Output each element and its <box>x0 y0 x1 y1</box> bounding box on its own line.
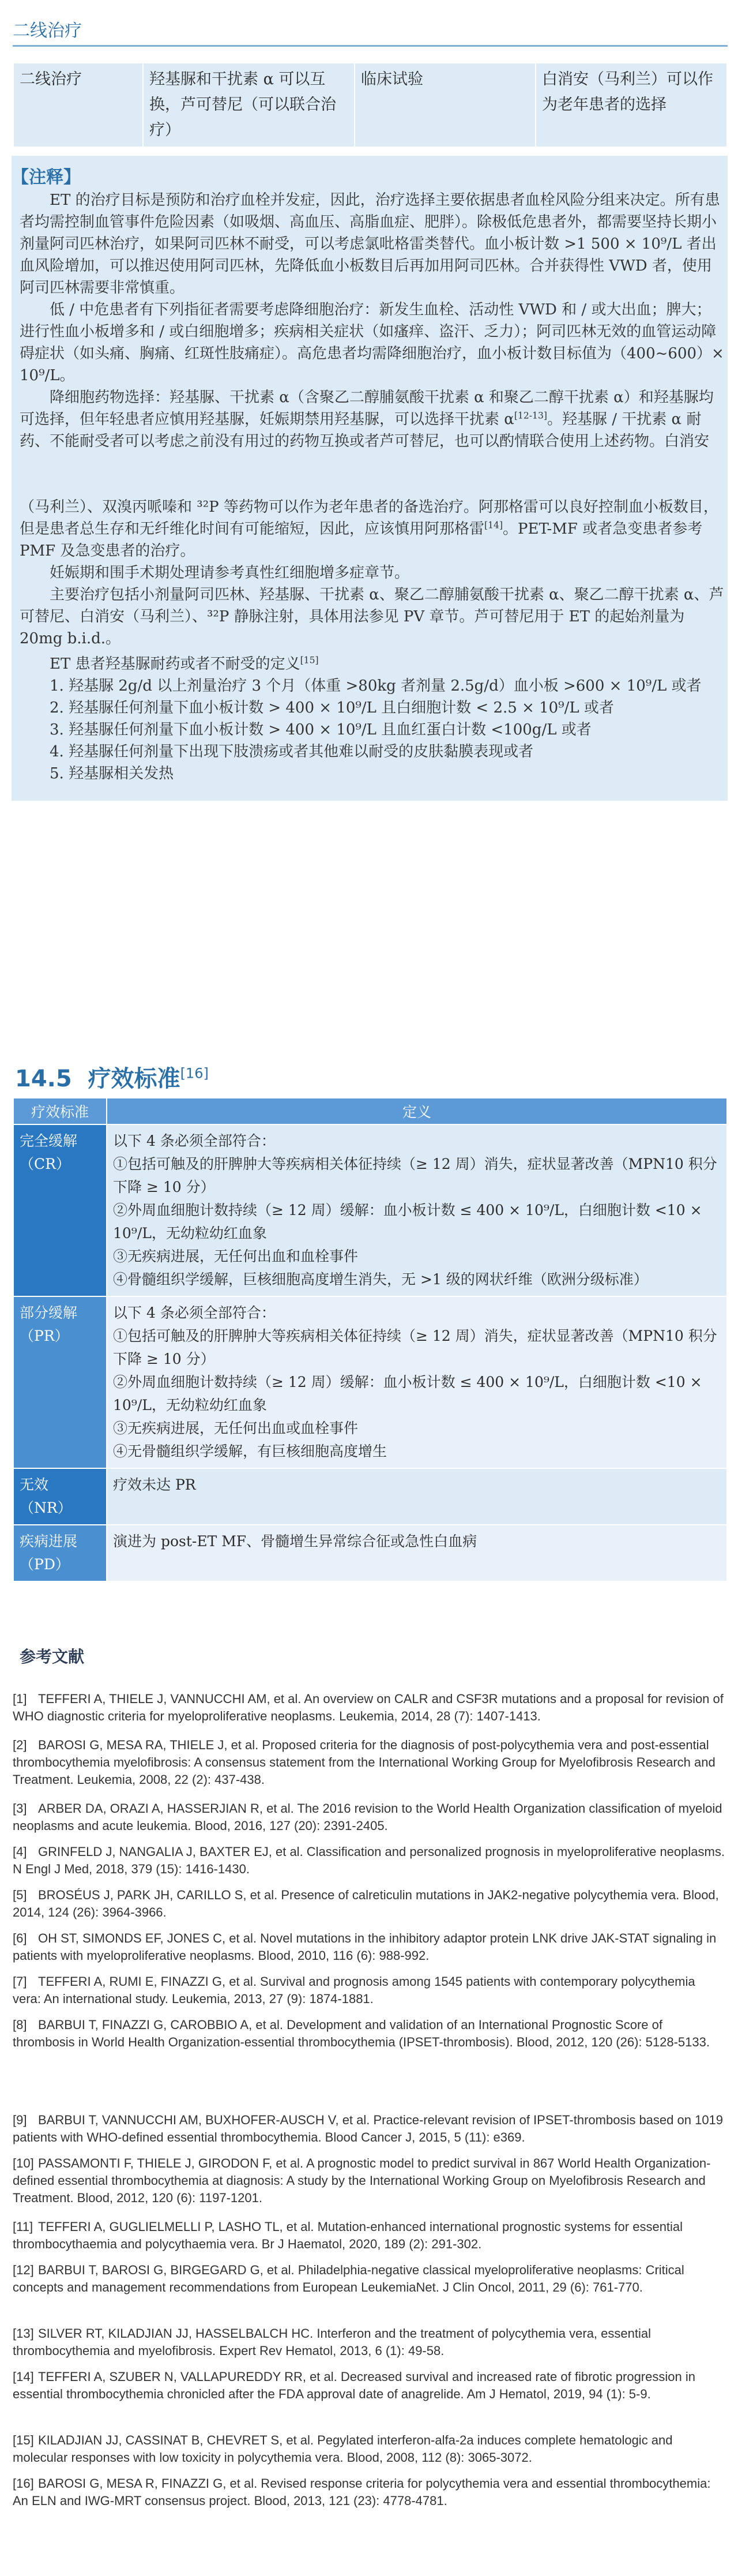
note-paragraph: 降细胞药物选择：羟基脲、干扰素 α（含聚乙二醇脯氨酸干扰素 α 和聚乙二醇干扰素 α）和羟基脲均可选择，但年轻患者应慎用羟基脲，妊娠期禁用羟基脲，可以选择干扰素 α[12-13]。羟基脲 / 干扰素 α 耐药、不能耐受者可以考虑之前没有用过的药物互换或者芦可替尼，也可以酌情联合使用上述药物。白消安 <box>20 389 714 450</box>
reference-item: [10] PASSAMONTI F, THIELE J, GIRODON F, et al. A prognostic model to predict survival in 867 World Health Organization-defined essential thrombocythemia at diagnosis: A study by the International Working Group on Myelofibrosis Research and Treatment. Blood, 2012, 120 (6): 1197-1201. <box>13 2156 711 2205</box>
definition-item: 2. 羟基脲任何剂量下血小板计数 > 400 × 10⁹/L 且白细胞计数 < 2.5 × 10⁹/L 或者 <box>50 699 614 717</box>
column-header: 定义 <box>107 1098 727 1124</box>
note-paragraph: 妊娠期和围手术期处理请参考真性红细胞增多症章节。 <box>50 564 410 582</box>
therapy-cell: 白消安（马利兰）可以作为老年患者的选择 <box>536 63 727 147</box>
response-definition: 以下 4 条必须全部符合： ①包括可触及的肝脾肿大等疾病相关体征持续（≥ 12 周）消失，症状显著改善（MPN10 积分下降 ≥ 10 分） ②外周血细胞计数持续（≥ 12 周）缓解：血小板计数 ≤ 400 × 10⁹/L，白细胞计数 <10 × 10⁹/L，无幼粒幼红血象 ③无疾病进展，无任何出血和血栓事件 ④骨髓组织学缓解，巨核细胞高度增生消失，无 >1 级的网状纤维（欧洲分级标准） <box>107 1124 727 1296</box>
column-header: 疗效标准 <box>13 1098 107 1124</box>
response-label: 疾病进展 （PD） <box>13 1525 107 1581</box>
table-header-row <box>13 1098 727 1124</box>
reference-item: [1] TEFFERI A, THIELE J, VANNUCCHI AM, et al. An overview on CALR and CSF3R mutations and a proposal for revision of WHO diagnostic criteria for myeloproliferative neoplasms. Leukemia, 2014, 28 (7): 1407-1413. <box>13 1692 724 1723</box>
notes-tag: 【注释】 <box>12 167 81 188</box>
therapy-cell: 临床试验 <box>355 63 536 147</box>
response-definition: 演进为 post-ET MF、骨髓增生异常综合征或急性白血病 <box>107 1525 727 1581</box>
reference-item: [9] BARBUI T, VANNUCCHI AM, BUXHOFER-AUSCH V, et al. Practice-relevant revision of IPSET-thrombosis based on 1019 patients with WHO-defined essential thrombocythemia. Blood Cancer J, 2015, 5 (11): e369. <box>13 2113 724 2144</box>
notes-body-continued <box>20 496 724 785</box>
table-row <box>13 1296 727 1468</box>
response-definition: 疗效未达 PR <box>107 1468 727 1525</box>
heading-underline <box>13 45 728 47</box>
reference-item: [5] BROSÉUS J, PARK JH, CARILLO S, et al. Presence of calreticulin mutations in JAK2-negative polycythemia vera. Blood, 2014, 124 (26): 3964-3966. <box>13 1888 719 1919</box>
reference-item: [14] TEFFERI A, SZUBER N, VALLAPUREDDY RR, et al. Decreased survival and increased rate of fibrotic progression in essential thrombocythemia chronicled after the FDA approval date of anagrelide. Am J Hematol, 2019, 94 (1): 5-9. <box>13 2369 695 2401</box>
response-label: 完全缓解 （CR） <box>13 1124 107 1296</box>
reference-item: [11] TEFFERI A, GUGLIELMELLI P, LASHO TL, et al. Mutation-enhanced international prognostic systems for essential thrombocythaemia and polycythaemia vera. Br J Haematol, 2020, 189 (2): 291-302. <box>13 2219 683 2251</box>
response-label: 无效 （NR） <box>13 1468 107 1525</box>
notes-body <box>20 189 724 452</box>
note-paragraph: ET 的治疗目标是预防和治疗血栓并发症，因此，治疗选择主要依据患者血栓风险分组来决定。所有患者均需控制血管事件危险因素（如吸烟、高血压、高脂血症、肥胖）。除极低危患者外，都需要坚持长期小剂量阿司匹林治疗，如果阿司匹林不耐受，可以考虑氯吡格雷类替代。血小板计数 >1 500 × 10⁹/L 者出血风险增加，可以推迟使用阿司匹林，先降低血小板数目后再加用阿司匹林。合并获得性 VWD 者，使用阿司匹林需要非常慎重。 <box>20 192 720 297</box>
definition-item: 4. 羟基脲任何剂量下出现下肢溃疡或者其他难以耐受的皮肤黏膜表现或者 <box>50 743 534 760</box>
reference-item: [7] TEFFERI A, RUMI E, FINAZZI G, et al. Survival and prognosis among 1545 patients with contemporary polycythemia vera: An international study. Leukemia, 2013, 27 (9): 1874-1881. <box>13 1974 695 2006</box>
reference-item: [3] ARBER DA, ORAZI A, HASSERJIAN R, et al. The 2016 revision to the World Health Organization classification of myeloid neoplasms and acute leukemia. Blood, 2016, 127 (20): 2391-2405. <box>13 1801 722 1833</box>
table-row <box>13 63 727 147</box>
note-paragraph: 主要治疗包括小剂量阿司匹林、羟基脲、干扰素 α、聚乙二醇脯氨酸干扰素 α、聚乙二醇干扰素 α、芦可替尼、白消安（马利兰）、³²P 静脉注射，具体用法参见 PV 章节。芦可替尼用于 ET 的起始剂量为 20mg b.i.d.。 <box>20 586 724 647</box>
therapy-cell: 二线治疗 <box>13 63 143 147</box>
definition-title: ET 患者羟基脲耐药或者不耐受的定义[15] <box>50 655 319 673</box>
table-row <box>13 1124 727 1296</box>
response-label: 部分缓解 （PR） <box>13 1296 107 1468</box>
definition-item: 5. 羟基脲相关发热 <box>50 765 174 782</box>
reference-item: [15] KILADJIAN JJ, CASSINAT B, CHEVRET S, et al. Pegylated interferon-alfa-2a induces complete hematologic and molecular responses with low toxicity in polycythemia vera. Blood, 2008, 112 (8): 3065-3072. <box>13 2433 673 2465</box>
reference-item: [2] BAROSI G, MESA RA, THIELE J, et al. Proposed criteria for the diagnosis of post-polycythemia vera and post-essential thrombocythemia myelofibrosis: A consensus statement from the International Working Group for Myelofibrosis Research and Treatment. Leukemia, 2008, 22 (2): 437-438. <box>13 1738 716 1787</box>
reference-item: [13] SILVER RT, KILADJIAN JJ, HASSELBALCH HC. Interferon and the treatment of polycythemia vera, essential thrombocythemia and myelofibrosis. Expert Rev Hematol, 2013, 6 (1): 49-58. <box>13 2326 651 2358</box>
note-paragraph: 低 / 中危患者有下列指征者需要考虑降细胞治疗：新发生血栓、活动性 VWD 和 / 或大出血；脾大；进行性血小板增多和 / 或白细胞增多；疾病相关症状（如瘙痒、盗汗、乏力）；阿司匹林无效的血管运动障碍症状（如头痛、胸痛、红斑性肢痛症）。高危患者均需降细胞治疗，血小板计数目标值为（400~600）× 10⁹/L。 <box>20 301 724 384</box>
therapy-cell: 羟基脲和干扰素 α 可以互换，芦可替尼（可以联合治疗） <box>143 63 355 147</box>
section-heading: 二线治疗 <box>13 21 82 41</box>
reference-item: [12] BARBUI T, BAROSI G, BIRGEGARD G, et al. Philadelphia-negative classical myeloproliferative neoplasms: Critical concepts and management recommendations from European LeukemiaNet. J Clin Oncol, 2011, 29 (6): 761-770. <box>13 2263 684 2294</box>
efficacy-title: 14.5 疗效标准[16] <box>15 1065 209 1092</box>
references-title: 参考文献 <box>20 1647 85 1666</box>
definition-item: 3. 羟基脲任何剂量下血小板计数 > 400 × 10⁹/L 且血红蛋白计数 <100g/L 或者 <box>50 721 592 738</box>
response-definition: 以下 4 条必须全部符合： ①包括可触及的肝脾肿大等疾病相关体征持续（≥ 12 周）消失，症状显著改善（MPN10 积分下降 ≥ 10 分） ②外周血细胞计数持续（≥ 12 周）缓解：血小板计数 ≤ 400 × 10⁹/L，白细胞计数 <10 × 10⁹/L，无幼粒幼红血象 ③无疾病进展，无任何出血或血栓事件 ④无骨髓组织学缓解，有巨核细胞高度增生 <box>107 1296 727 1468</box>
note-paragraph: （马利兰）、双溴丙哌嗪和 ³²P 等药物可以作为老年患者的备选治疗。阿那格雷可以良好控制血小板数目，但是患者总生存和无纤维化时间有可能缩短，因此，应该慎用阿那格雷[14]。PET-MF 或者急变患者参考 PMF 及急变患者的治疗。 <box>20 498 718 560</box>
table-row <box>13 1525 727 1581</box>
reference-item: [4] GRINFELD J, NANGALIA J, BAXTER EJ, et al. Classification and personalized prognosis in myeloproliferative neoplasms. N Engl J Med, 2018, 379 (15): 1416-1430. <box>13 1844 725 1876</box>
table-row <box>13 1468 727 1525</box>
definition-item: 1. 羟基脲 2g/d 以上剂量治疗 3 个月（体重 >80kg 者剂量 2.5g/d）血小板 >600 × 10⁹/L 或者 <box>50 677 702 695</box>
reference-item: [8] BARBUI T, FINAZZI G, CAROBBIO A, et al. Development and validation of an International Prognostic Score of thrombosis in World Health Organization-essential thrombocythemia (IPSET-thrombosis). Blood, 2012, 120 (26): 5128-5133. <box>13 2018 710 2049</box>
reference-item: [16] BAROSI G, MESA R, FINAZZI G, et al. Revised response criteria for polycythemia vera and essential thrombocythemia: An ELN and IWG-MRT consensus project. Blood, 2013, 121 (23): 4778-4781. <box>13 2476 711 2508</box>
reference-item: [6] OH ST, SIMONDS EF, JONES C, et al. Novel mutations in the inhibitory adaptor protein LNK drive JAK-STAT signaling in patients with myeloproliferative neoplasms. Blood, 2010, 116 (6): 988-992. <box>13 1931 717 1963</box>
therapy-table <box>13 62 728 148</box>
efficacy-table <box>13 1097 728 1582</box>
